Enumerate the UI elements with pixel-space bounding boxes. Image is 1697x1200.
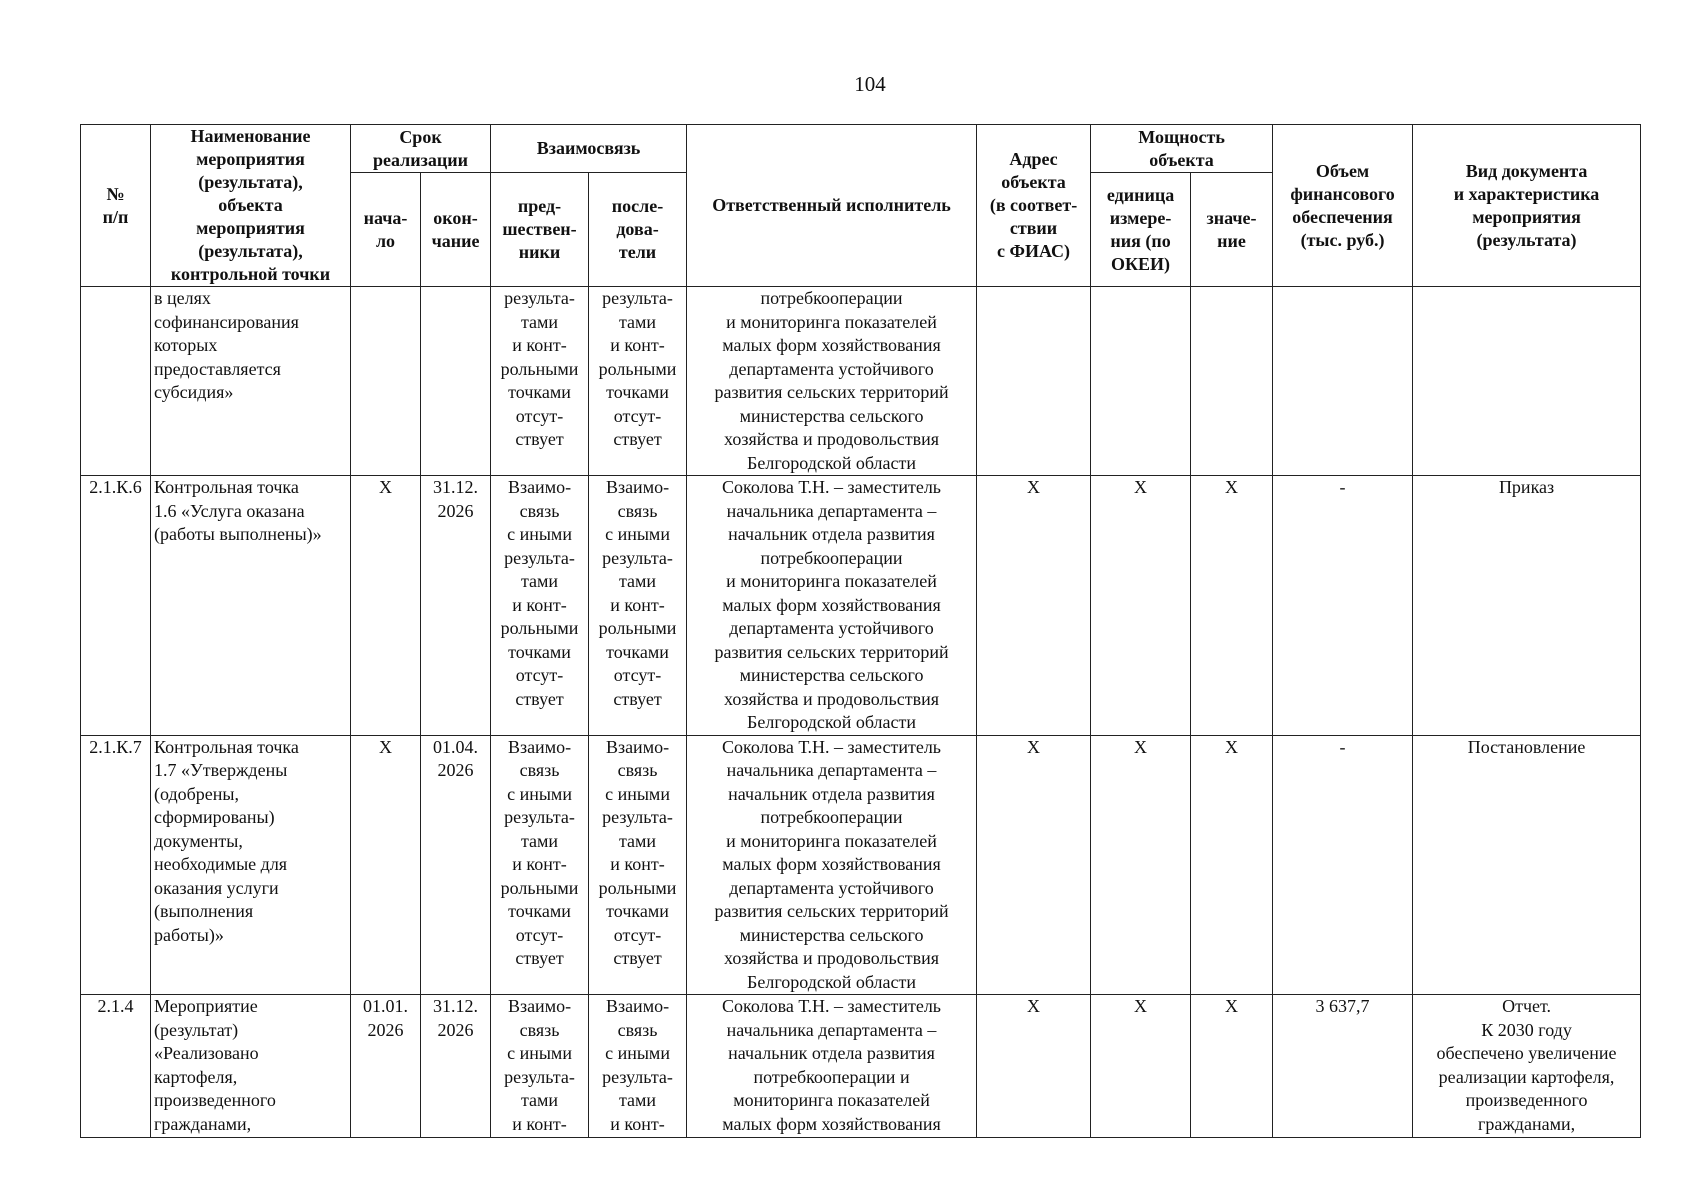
cell-end: 31.12. 2026	[421, 995, 491, 1138]
cell-pred: Взаимо- связь с иными результа- тами и конт- рольными точками отсут- ствует	[491, 735, 589, 995]
cell-finance: -	[1273, 735, 1413, 995]
header-address: Адрес объекта (в соответ- ствии с ФИАС)	[977, 125, 1091, 287]
cell-finance: -	[1273, 476, 1413, 736]
header-capacity: Мощность объекта	[1091, 125, 1273, 173]
cell-address	[977, 287, 1091, 476]
cell-pred: Взаимо- связь с иными результа- тами и конт- рольными точками отсут- ствует	[491, 476, 589, 736]
header-num: № п/п	[81, 125, 151, 287]
header-term-start: нача- ло	[351, 173, 421, 287]
cell-unit: Х	[1091, 995, 1191, 1138]
cell-responsible: Соколова Т.Н. – заместитель начальника департамента – начальник отдела развития потребкооперации и мониторинга показателей малых форм хозяйствования	[687, 995, 977, 1138]
table-row	[81, 735, 1641, 995]
cell-finance	[1273, 287, 1413, 476]
cell-pred: результа- тами и конт- рольными точками отсут- ствует	[491, 287, 589, 476]
cell-name: Контрольная точка 1.7 «Утверждены (одобрены, сформированы) документы, необходимые для оказания услуги (выполнения работы)»	[151, 735, 351, 995]
cell-value: Х	[1191, 476, 1273, 736]
header-rel-next: после- дова- тели	[589, 173, 687, 287]
cell-name: в целях софинансирования которых предоставляется субсидия»	[151, 287, 351, 476]
header-doc-type: Вид документа и характеристика мероприятия (результата)	[1413, 125, 1641, 287]
cell-end	[421, 287, 491, 476]
cell-end: 01.04. 2026	[421, 735, 491, 995]
header-cap-unit: единица измере- ния (по ОКЕИ)	[1091, 173, 1191, 287]
cell-doc: Постановление	[1413, 735, 1641, 995]
cell-unit: Х	[1091, 735, 1191, 995]
table-row	[81, 287, 1641, 476]
cell-responsible: Соколова Т.Н. – заместитель начальника департамента – начальник отдела развития потребкооперации и мониторинга показателей малых форм хозяйствования департамента устойчивого развития сельских территорий министерства сельского хозяйства и продовольствия Белгородской области	[687, 735, 977, 995]
cell-next: Взаимо- связь с иными результа- тами и конт- рольными точками отсут- ствует	[589, 735, 687, 995]
header-rel-pred: пред- шествен- ники	[491, 173, 589, 287]
cell-responsible: потребкооперации и мониторинга показателей малых форм хозяйствования департамента устойчивого развития сельских территорий министерства сельского хозяйства и продовольствия Белгородской области	[687, 287, 977, 476]
measures-table	[80, 124, 1641, 1138]
table-row	[81, 476, 1641, 736]
cell-num	[81, 287, 151, 476]
cell-next: Взаимо- связь с иными результа- тами и конт- рольными точками отсут- ствует	[589, 476, 687, 736]
cell-responsible: Соколова Т.Н. – заместитель начальника департамента – начальник отдела развития потребкооперации и мониторинга показателей малых форм хозяйствования департамента устойчивого развития сельских территорий министерства сельского хозяйства и продовольствия Белгородской области	[687, 476, 977, 736]
cell-unit: Х	[1091, 476, 1191, 736]
cell-value: Х	[1191, 995, 1273, 1138]
cell-start: Х	[351, 476, 421, 736]
cell-doc	[1413, 287, 1641, 476]
table-row	[81, 995, 1641, 1138]
cell-start: Х	[351, 735, 421, 995]
header-finance: Объем финансового обеспечения (тыс. руб.)	[1273, 125, 1413, 287]
cell-next: Взаимо- связь с иными результа- тами и конт-	[589, 995, 687, 1138]
cell-num: 2.1.К.6	[81, 476, 151, 736]
header-term: Срок реализации	[351, 125, 491, 173]
cell-start	[351, 287, 421, 476]
cell-end: 31.12. 2026	[421, 476, 491, 736]
cell-name: Контрольная точка 1.6 «Услуга оказана (работы выполнены)»	[151, 476, 351, 736]
cell-finance: 3 637,7	[1273, 995, 1413, 1138]
cell-num: 2.1.4	[81, 995, 151, 1138]
cell-address: Х	[977, 735, 1091, 995]
cell-value: Х	[1191, 735, 1273, 995]
header-cap-value: значе- ние	[1191, 173, 1273, 287]
cell-unit	[1091, 287, 1191, 476]
cell-doc: Отчет. К 2030 году обеспечено увеличение реализации картофеля, произведенного гражданами,	[1413, 995, 1641, 1138]
header-name: Наименование мероприятия (результата), объекта мероприятия (результата), контрольной точки	[151, 125, 351, 287]
header-responsible: Ответственный исполнитель	[687, 125, 977, 287]
header-row-top	[81, 125, 1641, 173]
cell-pred: Взаимо- связь с иными результа- тами и конт-	[491, 995, 589, 1138]
cell-doc: Приказ	[1413, 476, 1641, 736]
cell-next: результа- тами и конт- рольными точками отсут- ствует	[589, 287, 687, 476]
header-term-end: окон- чание	[421, 173, 491, 287]
cell-name: Мероприятие (результат) «Реализовано картофеля, произведенного гражданами,	[151, 995, 351, 1138]
cell-value	[1191, 287, 1273, 476]
cell-start: 01.01. 2026	[351, 995, 421, 1138]
cell-address: Х	[977, 476, 1091, 736]
page-number: 104	[854, 72, 886, 96]
header-relation: Взаимосвязь	[491, 125, 687, 173]
cell-address: Х	[977, 995, 1091, 1138]
cell-num: 2.1.К.7	[81, 735, 151, 995]
